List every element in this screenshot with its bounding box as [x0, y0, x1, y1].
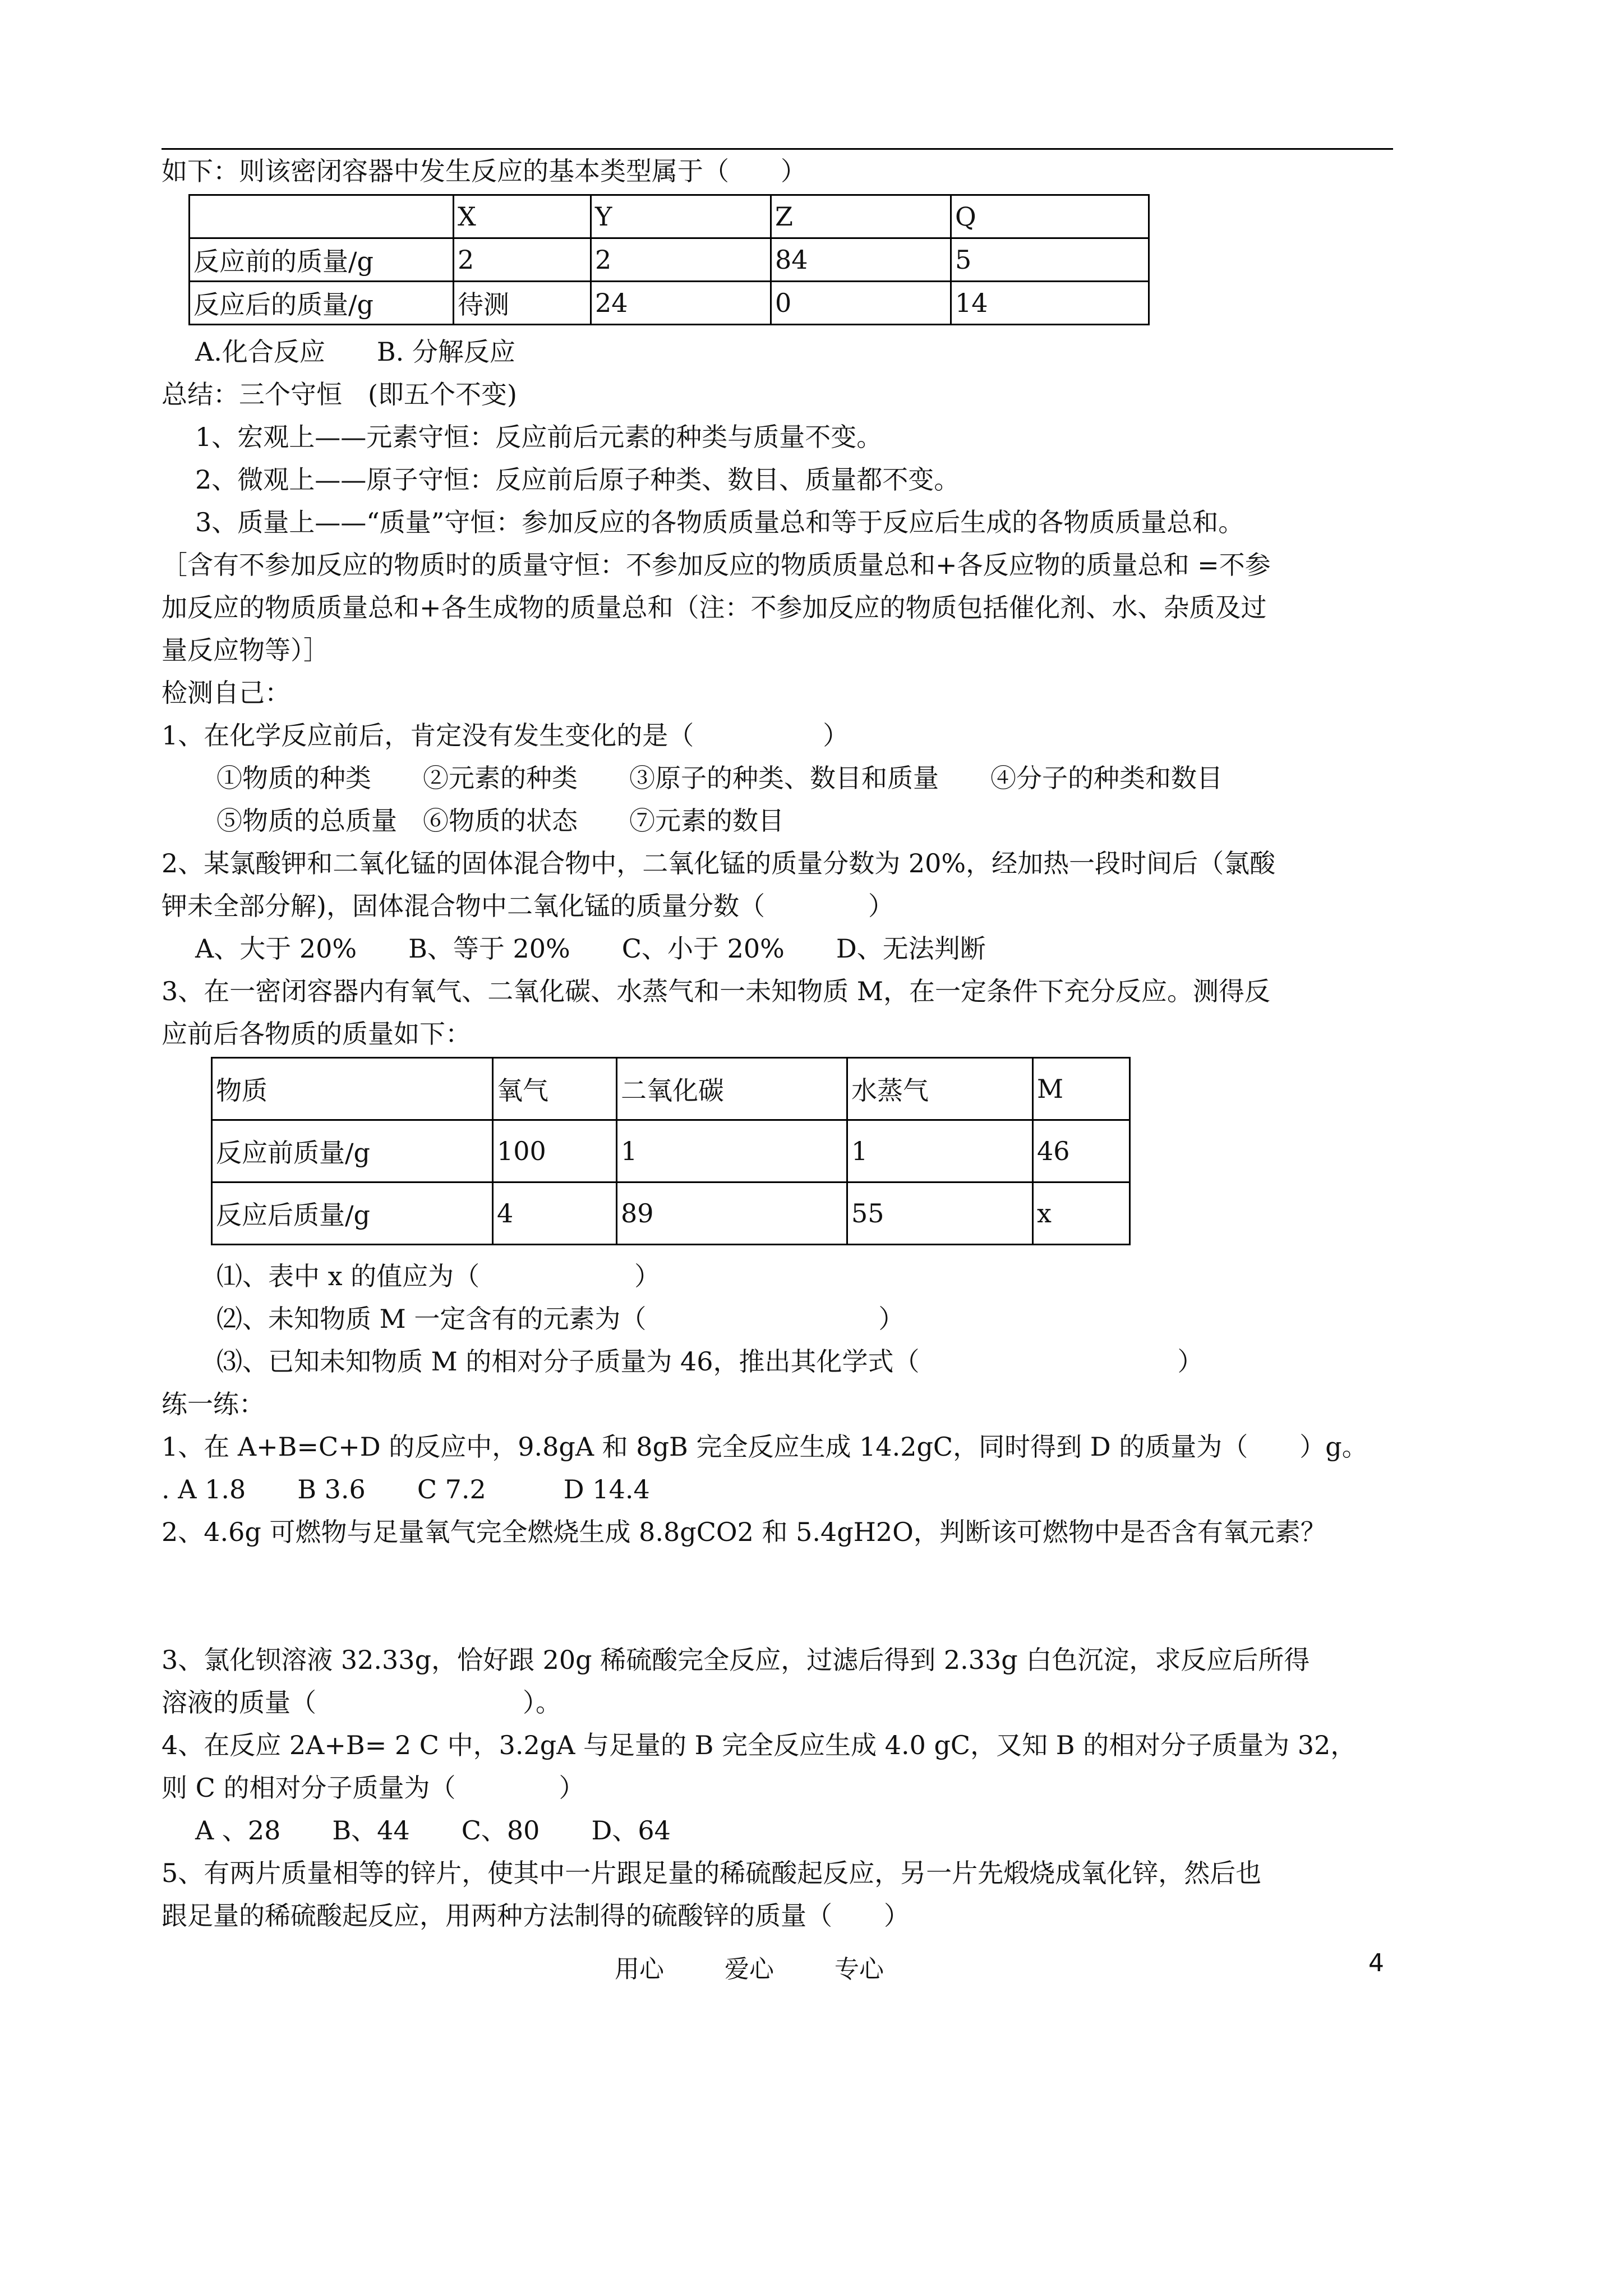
table-cell: 100 [493, 1120, 617, 1182]
table-cell [190, 195, 454, 238]
section-title: 练一练： [162, 1389, 265, 1419]
question-text: 4、在反应 2A+B= 2 C 中，3.2gA 与足量的 B 完全反应生成 4.0 gC，又知 B 的相对分子质量为 32， [162, 1730, 1357, 1760]
table-cell: 5 [951, 238, 1149, 282]
reaction-mass-table [188, 194, 1150, 325]
question-options: . A 1.8 B 3.6 C 7.2 D 14.4 [162, 1474, 650, 1504]
table-cell: 待测 [454, 282, 591, 325]
table-header-row [190, 195, 1149, 238]
table-header-row [212, 1058, 1130, 1120]
table-cell: 反应前质量/g [212, 1120, 493, 1182]
question-text: 1、在化学反应前后，肯定没有发生变化的是（ ） [162, 720, 849, 751]
substance-mass-table [211, 1057, 1131, 1245]
summary-item: 3、质量上——“质量”守恒：参加反应的各物质质量总和等于反应后生成的各物质质量总和。 [195, 507, 1244, 537]
table-cell: 0 [771, 282, 951, 325]
question-options: ⑤物质的总质量 ⑥物质的状态 ⑦元素的数目 [216, 806, 784, 836]
table-cell: 1 [617, 1120, 847, 1182]
table-cell: 2 [591, 238, 771, 282]
summary-item: 2、微观上——原子守恒：反应前后原子种类、数目、质量都不变。 [195, 464, 960, 495]
footer-word: 专心 [834, 1955, 884, 1984]
question-text: 1、在 A+B=C+D 的反应中，9.8gA 和 8gB 完全反应生成 14.2gC，同时得到 D 的质量为（ ）g。 [162, 1432, 1368, 1462]
page-number: 4 [1368, 1949, 1384, 1977]
sub-question: ⑴、表中 x 的值应为（ ） [216, 1261, 661, 1291]
table-cell: Y [591, 195, 771, 238]
table-cell: X [454, 195, 591, 238]
question-options: ①物质的种类 ②元素的种类 ③原子的种类、数目和质量 ④分子的种类和数目 [216, 763, 1223, 793]
summary-item: 1、宏观上——元素守恒：反应前后元素的种类与质量不变。 [195, 422, 883, 452]
table-cell: 89 [617, 1182, 847, 1245]
table-cell: 14 [951, 282, 1149, 325]
table-cell: 1 [847, 1120, 1033, 1182]
question-text: 3、在一密闭容器内有氧气、二氧化碳、水蒸气和一未知物质 M，在一定条件下充分反应。测得反 [162, 976, 1270, 1006]
question-text: 2、4.6g 可燃物与足量氧气完全燃烧生成 8.8gCO2 和 5.4gH2O，判断该可燃物中是否含有氧元素？ [162, 1517, 1326, 1547]
footer-word: 爱心 [725, 1955, 774, 1984]
question-text: 跟足量的稀硫酸起反应，用两种方法制得的硫酸锌的质量（ ） [162, 1901, 910, 1931]
table-cell: 84 [771, 238, 951, 282]
table-row [212, 1182, 1130, 1245]
summary-note: ［含有不参加反应的物质时的质量守恒：不参加反应的物质质量总和+各反应物的质量总和 =不参 [162, 550, 1271, 580]
question-options: A、大于 20% B、等于 20% C、小于 20% D、无法判断 [195, 933, 986, 964]
table-cell: 55 [847, 1182, 1033, 1245]
table-cell: 二氧化碳 [617, 1058, 847, 1120]
question-text: 溶液的质量（ ）。 [162, 1687, 561, 1718]
question-options: A.化合反应 B. 分解反应 [195, 337, 515, 367]
table-cell: x [1033, 1182, 1130, 1245]
intro-line: 如下：则该密闭容器中发生反应的基本类型属于（ ） [162, 156, 806, 186]
question-text: 5、有两片质量相等的锌片，使其中一片跟足量的稀硫酸起反应，另一片先煅烧成氧化锌，然后也 [162, 1858, 1262, 1888]
table-cell: 46 [1033, 1120, 1130, 1182]
summary-title: 总结：三个守恒 (即五个不变) [162, 379, 517, 409]
question-text: 应前后各物质的质量如下： [162, 1019, 471, 1049]
table-cell: 水蒸气 [847, 1058, 1033, 1120]
question-text: 则 C 的相对分子质量为（ ） [162, 1773, 585, 1803]
section-title: 检测自己： [162, 678, 291, 708]
table-cell: 反应后质量/g [212, 1182, 493, 1245]
question-text: 3、氯化钡溶液 32.33g，恰好跟 20g 稀硫酸完全反应，过滤后得到 2.33g 白色沉淀，求反应后所得 [162, 1645, 1310, 1675]
footer-word: 用心 [615, 1955, 664, 1984]
table-cell: M [1033, 1058, 1130, 1120]
table-cell: 反应后的质量/g [190, 282, 454, 325]
table-cell: 反应前的质量/g [190, 238, 454, 282]
table-cell: Z [771, 195, 951, 238]
sub-question: ⑶、已知未知物质 M 的相对分子质量为 46，推出其化学式（ ） [216, 1346, 1204, 1377]
sub-question: ⑵、未知物质 M 一定含有的元素为（ ） [216, 1304, 905, 1334]
table-cell: 24 [591, 282, 771, 325]
header-rule [162, 148, 1393, 150]
question-options: A 、28 B、44 C、80 D、64 [195, 1815, 671, 1846]
summary-note: 加反应的物质质量总和+各生成物的质量总和（注：不参加反应的物质包括催化剂、水、杂质及过 [162, 592, 1267, 623]
table-row [190, 282, 1149, 325]
table-cell: 4 [493, 1182, 617, 1245]
table-cell: Q [951, 195, 1149, 238]
question-text: 2、某氯酸钾和二氧化锰的固体混合物中，二氧化锰的质量分数为 20%，经加热一段时间后（氯酸 [162, 848, 1276, 878]
summary-note: 量反应物等）］ [162, 635, 329, 665]
table-cell: 氧气 [493, 1058, 617, 1120]
table-row [212, 1120, 1130, 1182]
table-cell: 2 [454, 238, 591, 282]
question-text: 钾未全部分解)，固体混合物中二氧化锰的质量分数（ ） [162, 891, 894, 921]
table-cell: 物质 [212, 1058, 493, 1120]
table-row [190, 238, 1149, 282]
